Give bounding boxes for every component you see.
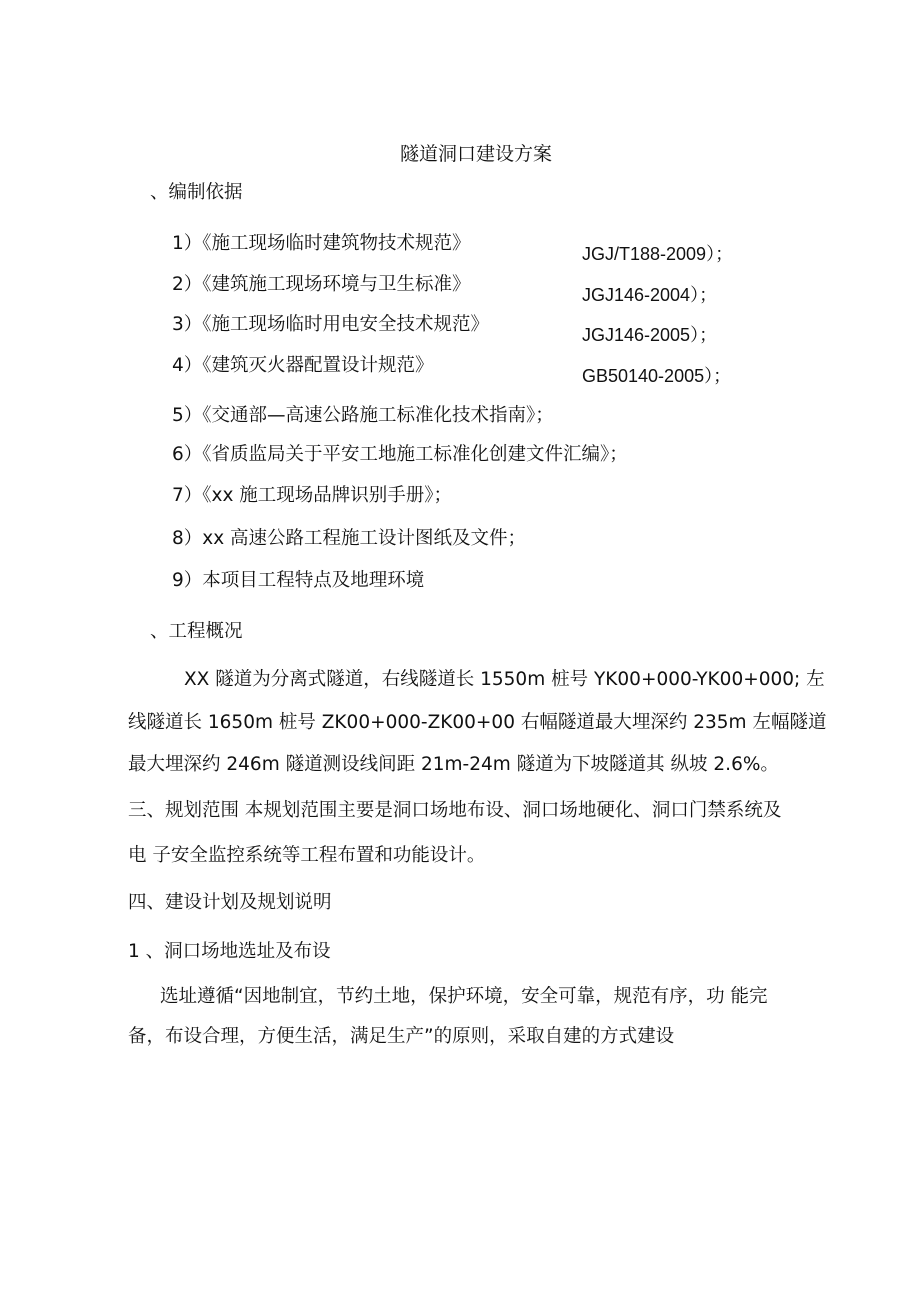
reference-code: JGJ146-2004）； [582, 285, 718, 305]
reference-item: 7）《xx 施工现场品牌识别手册》； [172, 485, 453, 506]
reference-item: 6）《省质监局关于平安工地施工标准化创建文件汇编》； [172, 444, 628, 465]
document-title: 隧道洞口建设方案 [400, 143, 553, 165]
site-selection-line: 选址遵循“因地制宜，节约土地，保护环境，安全可靠，规范有序，功 能完 [160, 986, 768, 1007]
reference-item: 5）《交通部—高速公路施工标准化技术指南》； [172, 405, 554, 426]
section-heading-basis: 、编制依据 [150, 182, 243, 203]
section-heading-overview: 、工程概况 [150, 621, 243, 642]
reference-item: 3）《施工现场临时用电安全技术规范》 [172, 314, 490, 335]
subsection-heading-site: 1 、洞口场地选址及布设 [128, 941, 331, 962]
reference-code: JGJ146-2005）； [582, 325, 718, 345]
reference-item: 8）xx 高速公路工程施工设计图纸及文件； [172, 528, 527, 549]
reference-item: 1）《施工现场临时建筑物技术规范》 [172, 233, 471, 254]
site-selection-line: 备，布设合理，方便生活，满足生产”的原则，采取自建的方式建设 [128, 1026, 675, 1047]
scope-line: 电 子安全监控系统等工程布置和功能设计。 [128, 845, 486, 866]
reference-item: 9）本项目工程特点及地理环境 [172, 570, 425, 591]
reference-code: JGJ/T188-2009）； [582, 244, 734, 264]
section-heading-plan: 四、建设计划及规划说明 [128, 892, 332, 913]
reference-code: GB50140-2005）； [582, 366, 732, 386]
overview-line: XX 隧道为分离式隧道，右线隧道长 1550m 桩号 YK00+000-YK00+000; 左 [184, 669, 825, 690]
overview-line: 最大埋深约 246m 隧道测设线间距 21m-24m 隧道为下坡隧道其 纵坡 2.6%。 [128, 754, 779, 775]
reference-item: 4）《建筑灭火器配置设计规范》 [172, 355, 434, 376]
reference-item: 2）《建筑施工现场环境与卫生标准》 [172, 274, 471, 295]
overview-line: 线隧道长 1650m 桩号 ZK00+000-ZK00+00 右幅隧道最大埋深约 235m 左幅隧道 [128, 712, 827, 733]
scope-line: 三、规划范围 本规划范围主要是洞口场地布设、洞口场地硬化、洞口门禁系统及 [128, 800, 782, 821]
